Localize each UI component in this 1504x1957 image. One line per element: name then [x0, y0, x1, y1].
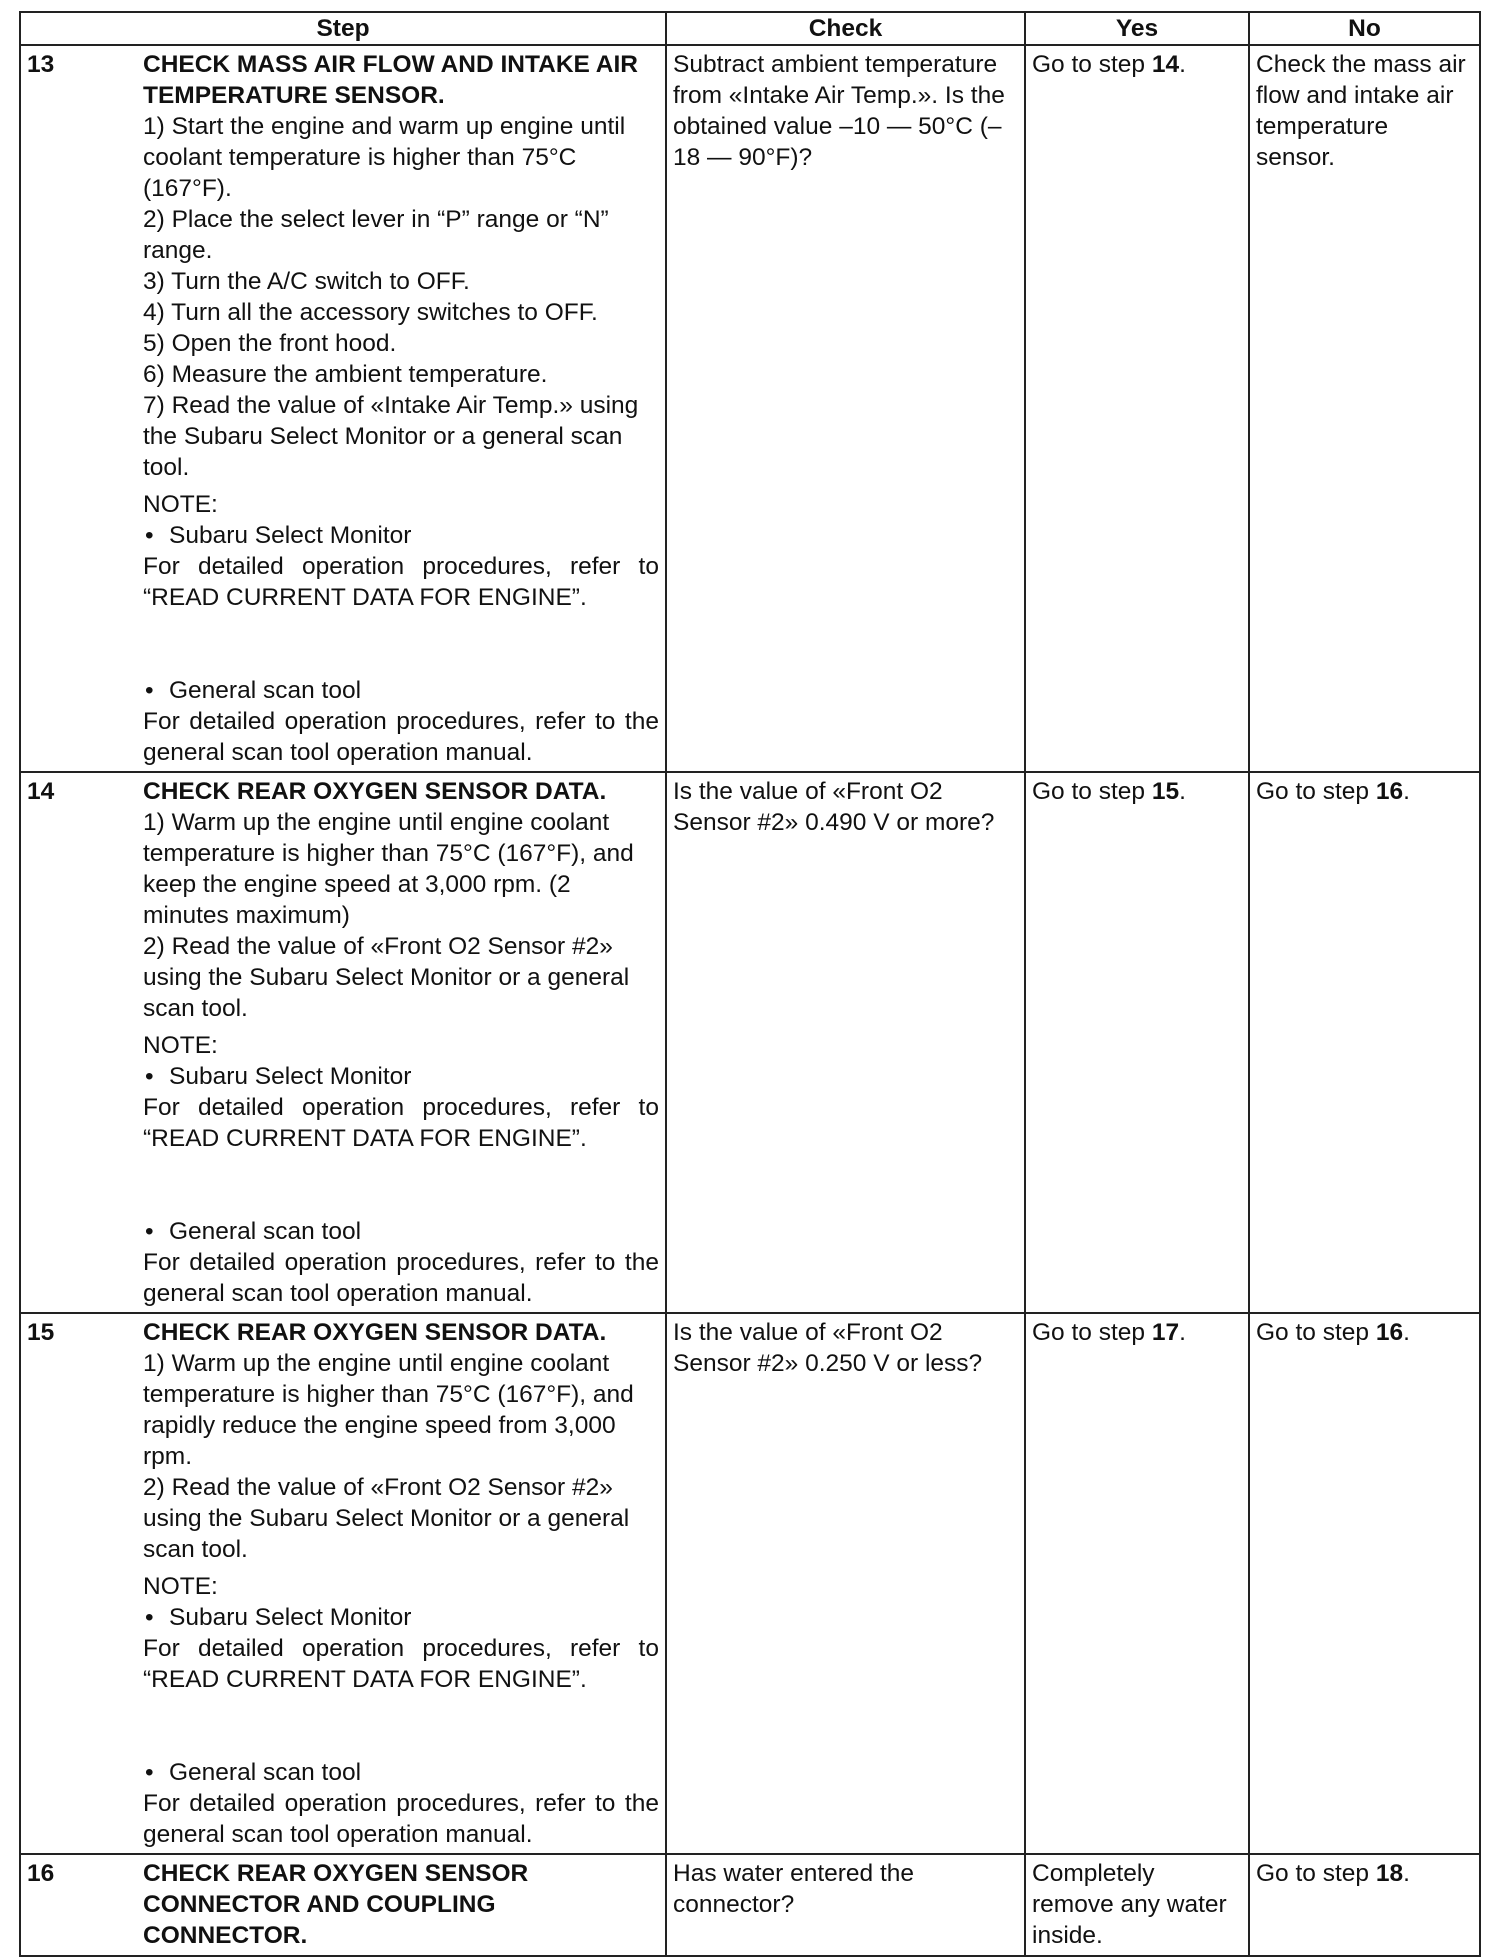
note-bullet: • Subaru Select Monitor	[143, 520, 659, 551]
step-item: 5) Open the front hood.	[143, 330, 397, 357]
yes-prefix: Go to step	[1032, 1319, 1152, 1346]
step-title: CHECK REAR OXYGEN SENSOR CONNECTOR AND COUPLING CONNECTOR.	[143, 1860, 529, 1949]
no-cell	[1249, 1313, 1480, 1854]
header-check: Check	[666, 12, 1025, 45]
no-prefix: Go to step	[1256, 1860, 1376, 1887]
step-number: 14	[20, 772, 137, 1313]
step-number: 15	[20, 1313, 137, 1854]
step-item: 2) Read the value of «Front O2 Sensor #2» using the Subaru Select Monitor or a general scan tool.	[143, 933, 630, 1022]
note-text: “READ CURRENT DATA FOR ENGINE”.	[143, 1666, 587, 1693]
note-label: NOTE:	[143, 491, 218, 518]
no-suffix: .	[1403, 778, 1410, 805]
step-item: 2) Read the value of «Front O2 Sensor #2» using the Subaru Select Monitor or a general scan tool.	[143, 1474, 630, 1563]
step-title: CHECK MASS AIR FLOW AND INTAKE AIR TEMPERATURE SENSOR.	[143, 51, 638, 109]
table-row	[20, 45, 1480, 772]
yes-cell	[1025, 1313, 1249, 1854]
note-bullet: • Subaru Select Monitor	[143, 1061, 659, 1092]
check-cell: Is the value of «Front O2 Sensor #2» 0.490 V or more?	[666, 772, 1025, 1313]
yes-suffix: .	[1179, 51, 1186, 78]
step-item: 1) Start the engine and warm up engine until coolant temperature is higher than 75°C (167°F).	[143, 113, 626, 202]
note-text: For detailed operation procedures, refer to	[143, 1635, 659, 1662]
header-no: No	[1249, 12, 1480, 45]
yes-step-link: 14	[1151, 51, 1180, 78]
table-row	[20, 772, 1480, 1313]
no-cell	[1249, 1854, 1480, 1956]
note-text: general scan tool operation manual.	[143, 1280, 533, 1307]
spacer	[143, 1695, 659, 1757]
step-number: 16	[20, 1854, 137, 1956]
note-text: general scan tool operation manual.	[143, 1821, 533, 1848]
note-text: For detailed operation procedures, refer to the	[143, 1249, 659, 1276]
no-step-link: 16	[1375, 778, 1404, 805]
step-item: 4) Turn all the accessory switches to OFF.	[143, 299, 598, 326]
yes-cell	[1025, 45, 1249, 772]
no-prefix: Go to step	[1256, 1319, 1376, 1346]
note-text: For detailed operation procedures, refer to the	[143, 1790, 659, 1817]
note-text: For detailed operation procedures, refer to	[143, 1094, 659, 1121]
note-text: For detailed operation procedures, refer to the	[143, 708, 659, 735]
table-header-row	[20, 12, 1480, 45]
note-label: NOTE:	[143, 1032, 218, 1059]
yes-cell: Completely remove any water inside.	[1025, 1854, 1249, 1956]
note-bullet: • Subaru Select Monitor	[143, 1602, 659, 1633]
yes-prefix: Go to step	[1032, 51, 1152, 78]
no-suffix: .	[1403, 1860, 1410, 1887]
step-item: 3) Turn the A/C switch to OFF.	[143, 268, 470, 295]
no-cell: Check the mass air flow and intake air temperature sensor.	[1249, 45, 1480, 772]
step-item: 7) Read the value of «Intake Air Temp.» using the Subaru Select Monitor or a general scan tool.	[143, 392, 639, 481]
spacer	[143, 613, 659, 675]
step-instructions	[137, 772, 666, 1313]
note-text: general scan tool operation manual.	[143, 739, 533, 766]
no-step-link: 16	[1375, 1319, 1404, 1346]
no-prefix: Go to step	[1256, 778, 1376, 805]
check-cell: Has water entered the connector?	[666, 1854, 1025, 1956]
no-cell	[1249, 772, 1480, 1313]
step-instructions	[137, 45, 666, 772]
spacer	[143, 1154, 659, 1216]
note-text: “READ CURRENT DATA FOR ENGINE”.	[143, 1125, 587, 1152]
yes-step-link: 15	[1151, 778, 1180, 805]
note-label: NOTE:	[143, 1573, 218, 1600]
table-row	[20, 1313, 1480, 1854]
check-cell: Subtract ambient temperature from «Intake Air Temp.». Is the obtained value –10 — 50°C (–18 — 90°F)?	[666, 45, 1025, 772]
note-bullet: • General scan tool	[143, 675, 659, 706]
step-item: 1) Warm up the engine until engine coolant temperature is higher than 75°C (167°F), and keep the engine speed at 3,000 rpm. (2 minutes maximum)	[143, 809, 634, 929]
note-bullet: • General scan tool	[143, 1216, 659, 1247]
table-row	[20, 1854, 1480, 1956]
no-step-link: 18	[1375, 1860, 1404, 1887]
header-yes: Yes	[1025, 12, 1249, 45]
step-item: 6) Measure the ambient temperature.	[143, 361, 548, 388]
step-instructions	[137, 1854, 666, 1956]
header-step: Step	[20, 12, 666, 45]
yes-cell	[1025, 772, 1249, 1313]
diagnostic-procedure-table	[19, 11, 1481, 1957]
note-bullet: • General scan tool	[143, 1757, 659, 1788]
step-instructions	[137, 1313, 666, 1854]
yes-step-link: 17	[1151, 1319, 1180, 1346]
step-title: CHECK REAR OXYGEN SENSOR DATA.	[143, 1319, 607, 1346]
step-number: 13	[20, 45, 137, 772]
note-text: For detailed operation procedures, refer to	[143, 553, 659, 580]
no-suffix: .	[1403, 1319, 1410, 1346]
yes-suffix: .	[1179, 778, 1186, 805]
yes-suffix: .	[1179, 1319, 1186, 1346]
note-text: “READ CURRENT DATA FOR ENGINE”.	[143, 584, 587, 611]
step-item: 2) Place the select lever in “P” range or “N” range.	[143, 206, 609, 264]
yes-prefix: Go to step	[1032, 778, 1152, 805]
check-cell: Is the value of «Front O2 Sensor #2» 0.250 V or less?	[666, 1313, 1025, 1854]
step-item: 1) Warm up the engine until engine coolant temperature is higher than 75°C (167°F), and rapidly reduce the engine speed from 3,000 rpm.	[143, 1350, 634, 1470]
step-title: CHECK REAR OXYGEN SENSOR DATA.	[143, 778, 607, 805]
